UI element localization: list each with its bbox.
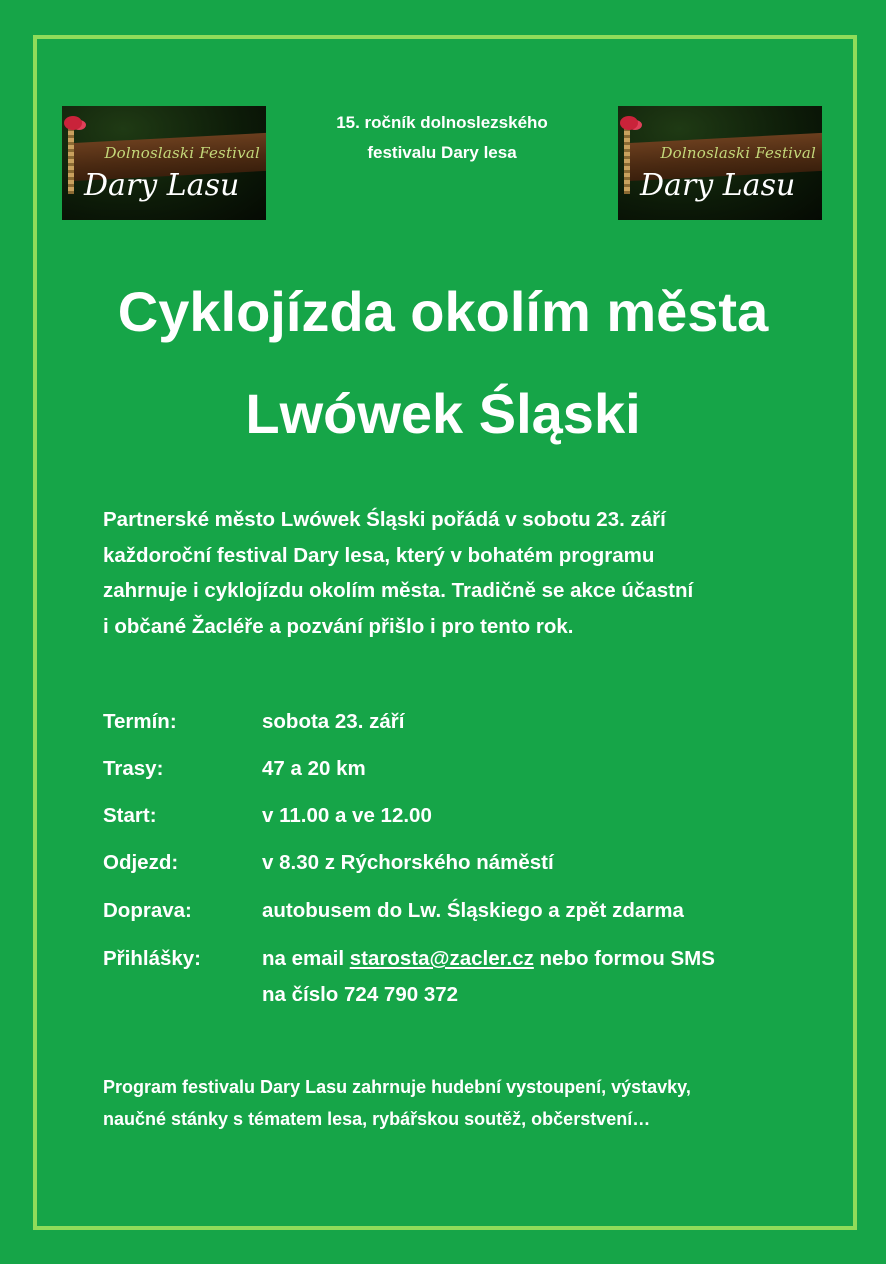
festival-logo-left [62, 106, 266, 220]
detail-label: Přihlášky: [103, 947, 201, 970]
intro-line-2: festivalu Dary lesa [367, 143, 517, 162]
detail-value: v 11.00 a ve 12.00 [262, 804, 432, 827]
detail-label: Odjezd: [103, 851, 179, 874]
description-paragraph [103, 502, 803, 644]
logo-small-text: Dolnoslaski Festival [660, 144, 816, 162]
logo-rope [68, 124, 74, 194]
detail-label: Trasy: [103, 757, 164, 780]
detail-value: autobusem do Lw. Śląskiego a zpět zdarma [262, 899, 684, 922]
note-line: naučné stánky s tématem lesa, rybářskou soutěž, občerstvení… [103, 1109, 651, 1129]
note-line: Program festivalu Dary Lasu zahrnuje hudební vystoupení, výstavky, [103, 1077, 691, 1097]
logo-berry-icon [620, 116, 638, 130]
paragraph-line: Partnerské město Lwówek Śląski pořádá v sobotu 23. září [103, 508, 666, 531]
detail-label: Doprava: [103, 899, 192, 922]
registration-suffix: nebo formou SMS [533, 947, 715, 970]
page-title-line-2: Lwówek Śląski [245, 382, 641, 445]
registration-value [262, 941, 803, 1013]
email-link[interactable]: starosta@zacler.cz [349, 947, 534, 970]
detail-label: Termín: [103, 710, 177, 733]
logo-berry-icon [64, 116, 82, 130]
detail-value: sobota 23. září [262, 710, 405, 733]
registration-prefix: na email [262, 947, 350, 970]
intro-line-1: 15. ročník dolnoslezského [336, 113, 548, 132]
logo-rope [624, 124, 630, 194]
page-title-line-1: Cyklojízda okolím města [117, 280, 769, 343]
detail-label: Start: [103, 804, 157, 827]
registration-phone: na číslo 724 790 372 [262, 983, 459, 1006]
program-note [103, 1071, 823, 1135]
detail-value: v 8.30 z Rýchorského náměstí [262, 851, 554, 874]
detail-value: 47 a 20 km [262, 757, 366, 780]
paragraph-line: i občané Žacléře a pozvání přišlo i pro tento rok. [103, 614, 574, 638]
festival-logo-right [618, 106, 822, 220]
paragraph-line: každoroční festival Dary lesa, který v bohatém programu [103, 543, 655, 567]
logo-small-text: Dolnoslaski Festival [104, 144, 260, 162]
paragraph-line: zahrnuje i cyklojízdu okolím města. Tradičně se akce účastní [103, 579, 694, 602]
logo-big-text: Dary Lasu [84, 168, 240, 203]
logo-big-text: Dary Lasu [640, 168, 796, 203]
intro-heading [290, 108, 594, 168]
